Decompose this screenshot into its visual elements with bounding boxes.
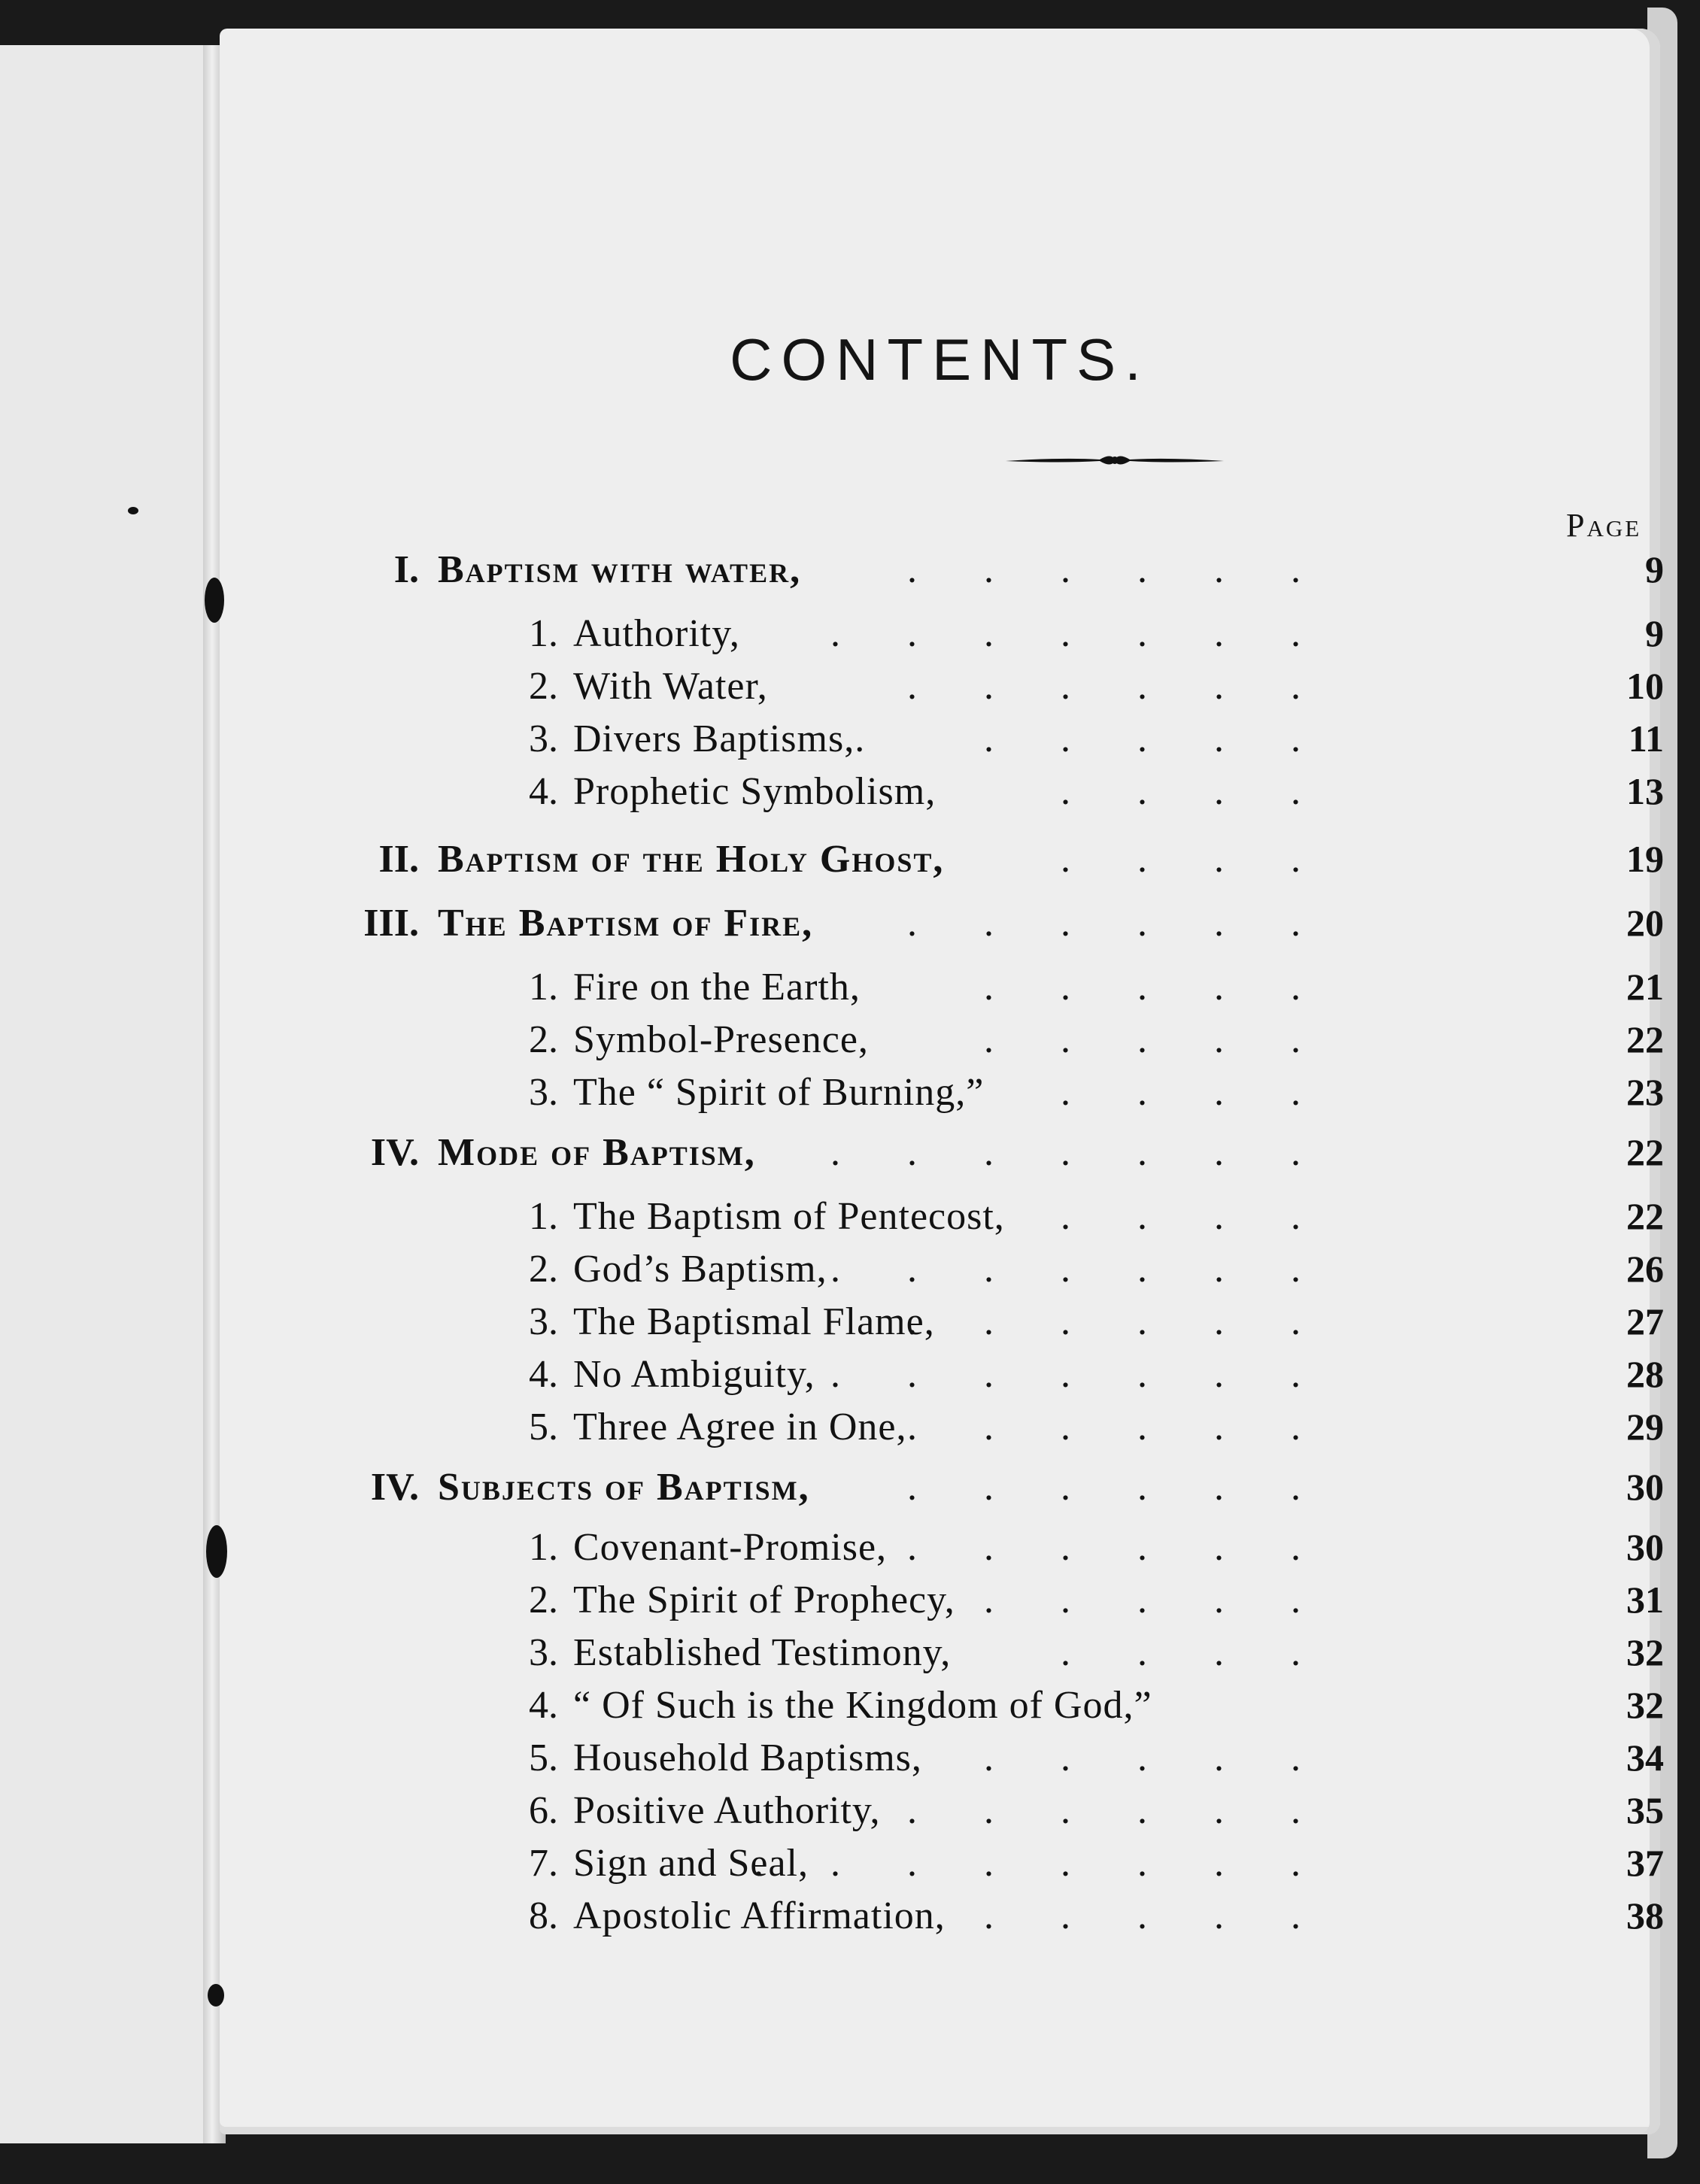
entry-number: 3. xyxy=(529,1071,558,1114)
entry-title: “ Of Such is the Kingdom of God,” xyxy=(573,1684,1152,1727)
dot-leader: . . . . xyxy=(1061,838,1329,881)
table-of-contents xyxy=(220,29,1664,2134)
entry-number: 1. xyxy=(529,1195,558,1238)
entry-title: The Spirit of Prophecy, xyxy=(573,1579,955,1621)
entry-number: III. xyxy=(363,902,419,945)
entry-page-number: 27 xyxy=(1626,1300,1664,1342)
entry-title: God’s Baptism, xyxy=(573,1248,827,1291)
entry-number: I. xyxy=(393,548,419,591)
entry-page-number: 35 xyxy=(1626,1789,1664,1831)
toc-subsection-entry xyxy=(220,1736,1664,1781)
dot-leader: . . . . xyxy=(1061,770,1329,813)
entry-title: Authority, xyxy=(573,612,740,655)
dot-leader: . . . . xyxy=(1061,1195,1329,1238)
entry-title: The Baptism of Fire, xyxy=(438,902,814,945)
entry-number: 6. xyxy=(529,1789,558,1832)
entry-title: Three Agree in One, xyxy=(573,1406,907,1448)
entry-page-number: 22 xyxy=(1626,1018,1664,1060)
dot-leader: . . . . . . xyxy=(907,1406,1329,1448)
toc-section-entry xyxy=(220,548,1664,593)
toc-section-entry xyxy=(220,1130,1664,1175)
toc-subsection-entry xyxy=(220,1018,1664,1063)
dot-leader: . . . . . xyxy=(984,1579,1329,1621)
entry-number: 7. xyxy=(529,1842,558,1885)
entry-number: 4. xyxy=(529,1684,558,1727)
toc-subsection-entry xyxy=(220,611,1664,657)
toc-subsection-entry xyxy=(220,1683,1664,1728)
entry-page-number: 32 xyxy=(1626,1684,1664,1726)
entry-number: II. xyxy=(378,838,419,881)
toc-section-entry xyxy=(220,901,1664,946)
entry-number: 2. xyxy=(529,1018,558,1061)
entry-page-number: 29 xyxy=(1626,1406,1664,1448)
entry-title: Positive Authority, xyxy=(573,1789,881,1832)
entry-title: Symbol-Presence, xyxy=(573,1018,869,1061)
entry-page-number: 10 xyxy=(1626,665,1664,707)
toc-subsection-entry xyxy=(220,1841,1664,1886)
entry-title: Baptism with water, xyxy=(438,548,802,591)
contents-page xyxy=(220,29,1664,2134)
entry-title: Subjects of Baptism, xyxy=(438,1466,810,1509)
page-title: CONTENTS. xyxy=(730,326,1150,393)
toc-subsection-entry xyxy=(220,769,1664,814)
dot-leader: . . . . . . . xyxy=(830,1248,1329,1291)
entry-page-number: 22 xyxy=(1626,1195,1664,1237)
toc-subsection-entry xyxy=(220,717,1664,762)
entry-title: No Ambiguity, xyxy=(573,1353,815,1396)
entry-page-number: 13 xyxy=(1626,770,1664,812)
dot-leader: . . . . . . xyxy=(907,1466,1329,1509)
ink-spot xyxy=(128,507,138,514)
dot-leader: . . . . . . . xyxy=(830,1353,1329,1396)
entry-number: 2. xyxy=(529,1248,558,1291)
entry-title: The Baptismal Flame, xyxy=(573,1300,935,1343)
toc-subsection-entry xyxy=(220,1630,1664,1676)
entry-number: 1. xyxy=(529,612,558,655)
entry-page-number: 9 xyxy=(1645,548,1664,590)
entry-number: 4. xyxy=(529,1353,558,1396)
dot-leader: . . . . . . xyxy=(907,902,1329,945)
entry-title: Covenant-Promise, xyxy=(573,1526,888,1569)
toc-subsection-entry xyxy=(220,1247,1664,1292)
entry-number: 5. xyxy=(529,1406,558,1448)
entry-title: Mode of Baptism, xyxy=(438,1131,756,1174)
entry-number: 1. xyxy=(529,966,558,1009)
page-column-label: Page xyxy=(1566,507,1642,544)
entry-page-number: 28 xyxy=(1626,1353,1664,1395)
toc-subsection-entry xyxy=(220,965,1664,1010)
toc-subsection-entry xyxy=(220,1070,1664,1115)
entry-number: 3. xyxy=(529,717,558,760)
toc-section-entry xyxy=(220,1465,1664,1510)
left-page xyxy=(0,45,217,2143)
entry-page-number: 19 xyxy=(1626,838,1664,880)
entry-page-number: 38 xyxy=(1626,1894,1664,1937)
entry-number: IV. xyxy=(370,1131,419,1174)
entry-number: 8. xyxy=(529,1894,558,1937)
dot-leader: . . . . . . xyxy=(907,1526,1329,1569)
entry-page-number: 23 xyxy=(1626,1071,1664,1113)
entry-title: The Baptism of Pentecost, xyxy=(573,1195,1005,1238)
dot-leader: . . . . . xyxy=(984,966,1329,1009)
entry-title: Fire on the Earth, xyxy=(573,966,861,1009)
toc-subsection-entry xyxy=(220,1405,1664,1450)
dot-leader: . . . . xyxy=(1061,1631,1329,1674)
entry-number: 3. xyxy=(529,1631,558,1674)
dot-leader: . . . . . . xyxy=(907,665,1329,708)
toc-subsection-entry xyxy=(220,1300,1664,1345)
entry-title: The “ Spirit of Burning,” xyxy=(573,1071,985,1114)
entry-number: 5. xyxy=(529,1737,558,1779)
entry-number: 3. xyxy=(529,1300,558,1343)
dot-leader: . . . . . . . xyxy=(830,612,1329,655)
entry-page-number: 31 xyxy=(1626,1579,1664,1621)
entry-page-number: 37 xyxy=(1626,1842,1664,1884)
dot-leader: . . . . . xyxy=(984,717,1329,760)
entry-title: Baptism of the Holy Ghost, xyxy=(438,838,945,881)
toc-section-entry xyxy=(220,837,1664,882)
entry-title: Sign and Seal, xyxy=(573,1842,809,1885)
entry-title: With Water, xyxy=(573,665,768,708)
entry-page-number: 22 xyxy=(1626,1131,1664,1173)
entry-title: Prophetic Symbolism, xyxy=(573,770,937,813)
dot-leader: . . . . xyxy=(1061,1071,1329,1114)
dot-leader: . . . . . xyxy=(984,1894,1329,1937)
dot-leader: . . . . . . xyxy=(907,1789,1329,1832)
entry-number: 2. xyxy=(529,1579,558,1621)
entry-page-number: 11 xyxy=(1628,717,1664,760)
toc-subsection-entry xyxy=(220,1352,1664,1397)
entry-page-number: 20 xyxy=(1626,902,1664,944)
dot-leader: . . . . . . . . xyxy=(754,1842,1329,1885)
entry-number: IV. xyxy=(370,1466,419,1509)
toc-subsection-entry xyxy=(220,664,1664,709)
entry-number: 1. xyxy=(529,1526,558,1569)
entry-page-number: 9 xyxy=(1645,612,1664,654)
entry-page-number: 30 xyxy=(1626,1466,1664,1508)
toc-subsection-entry xyxy=(220,1525,1664,1570)
dot-leader: . . . . . . xyxy=(907,548,1329,591)
entry-number: 4. xyxy=(529,770,558,813)
entry-number: 2. xyxy=(529,665,558,708)
toc-subsection-entry xyxy=(220,1578,1664,1623)
entry-title: Household Baptisms, xyxy=(573,1737,922,1779)
dot-leader: . . . . . . . xyxy=(830,1131,1329,1174)
entry-title: Apostolic Affirmation, xyxy=(573,1894,946,1937)
toc-subsection-entry xyxy=(220,1788,1664,1834)
toc-subsection-entry xyxy=(220,1194,1664,1239)
entry-page-number: 30 xyxy=(1626,1526,1664,1568)
toc-subsection-entry xyxy=(220,1894,1664,1939)
entry-page-number: 21 xyxy=(1626,966,1664,1008)
entry-page-number: 34 xyxy=(1626,1737,1664,1779)
entry-page-number: 26 xyxy=(1626,1248,1664,1290)
dot-leader: . . . . . xyxy=(984,1018,1329,1061)
dot-leader: . . . . . xyxy=(984,1737,1329,1779)
entry-title: Established Testimony, xyxy=(573,1631,952,1674)
entry-title: Divers Baptisms,. xyxy=(573,717,866,760)
dot-leader: . . . . . . xyxy=(907,1300,1329,1343)
entry-page-number: 32 xyxy=(1626,1631,1664,1673)
